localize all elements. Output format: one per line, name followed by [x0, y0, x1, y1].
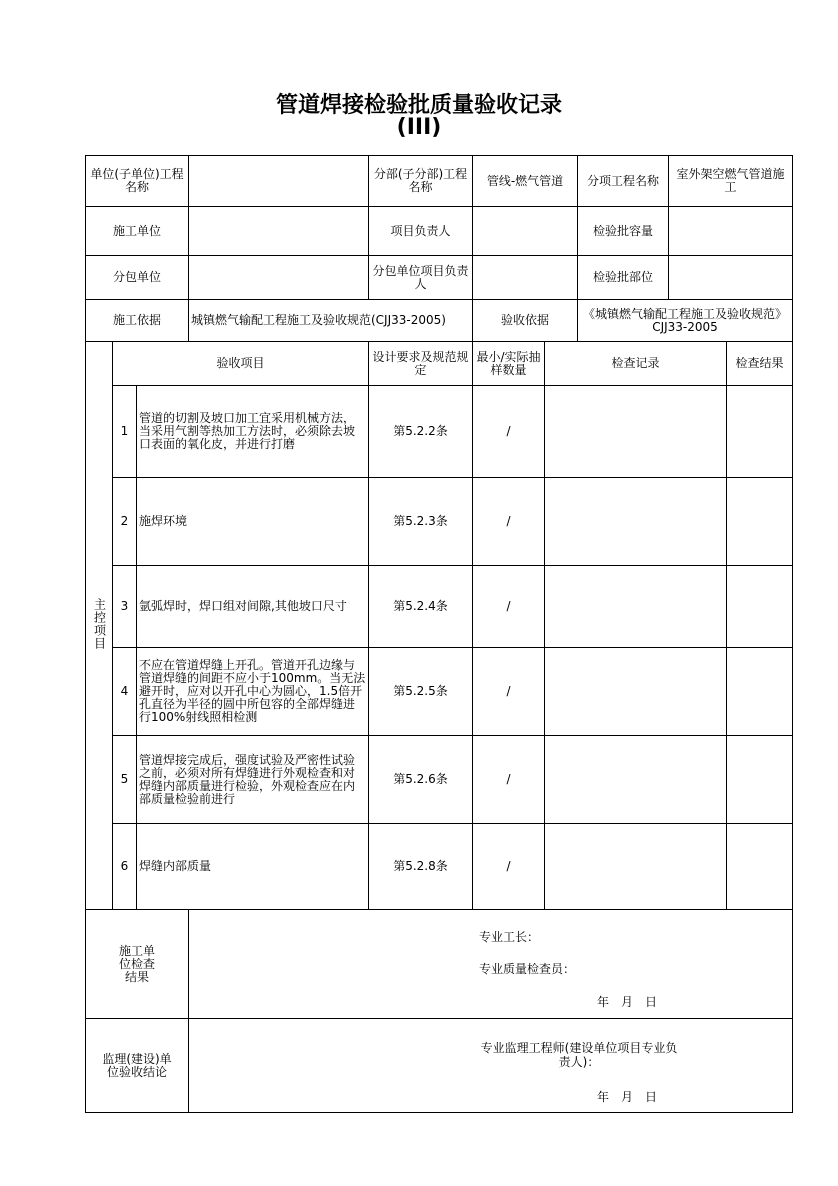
batch-capacity-value	[669, 207, 793, 256]
contractor-signature-area	[189, 910, 793, 1019]
item-record	[545, 824, 727, 910]
item-number: 3	[113, 566, 137, 648]
contractor-date: 年 月 日	[597, 995, 658, 1009]
item-number: 5	[113, 736, 137, 824]
batch-capacity-label: 检验批容量	[578, 207, 669, 256]
acceptance-basis-value: 《城镇燃气输配工程施工及验收规范》CJJ33-2005	[578, 300, 793, 342]
item-clause: 第5.2.5条	[369, 648, 473, 736]
item-clause: 第5.2.3条	[369, 478, 473, 566]
item-record	[545, 736, 727, 824]
subdivision-label: 分部(子分部)工程名称	[369, 156, 473, 207]
item-row	[86, 566, 793, 648]
subitem-value: 室外架空燃气管道施工	[669, 156, 793, 207]
quality-inspector-label: 专业质量检查员：	[479, 962, 576, 976]
item-row	[86, 648, 793, 736]
item-clause: 第5.2.2条	[369, 386, 473, 478]
item-row	[86, 386, 793, 478]
header-row-contractor	[86, 207, 793, 256]
item-result	[727, 478, 793, 566]
foreman-label: 专业工长：	[479, 930, 540, 944]
item-description: 焊缝内部质量	[137, 824, 369, 910]
item-clause: 第5.2.8条	[369, 824, 473, 910]
construction-basis-value: 城镇燃气输配工程施工及验收规范(CJJ33-2005)	[189, 300, 473, 342]
col-head-sample: 最小/实际抽样数量	[473, 342, 545, 386]
header-row-unit	[86, 156, 793, 207]
item-result	[727, 386, 793, 478]
item-result	[727, 648, 793, 736]
subcontractor-value	[189, 256, 369, 300]
item-result	[727, 824, 793, 910]
item-clause: 第5.2.4条	[369, 566, 473, 648]
item-sample: /	[473, 648, 545, 736]
item-clause: 第5.2.6条	[369, 736, 473, 824]
col-head-spec: 设计要求及规范规定	[369, 342, 473, 386]
subdivision-value: 管线-燃气管道	[473, 156, 578, 207]
supervisor-signature-area	[189, 1019, 793, 1113]
item-row	[86, 736, 793, 824]
item-result	[727, 736, 793, 824]
contractor-check-label: 施工单位检查结果	[86, 910, 189, 1019]
unit-value	[189, 156, 369, 207]
contractor-label: 施工单位	[86, 207, 189, 256]
project-manager-label: 项目负责人	[369, 207, 473, 256]
header-row-basis	[86, 300, 793, 342]
header-row-subcontractor	[86, 256, 793, 300]
subitem-label: 分项工程名称	[578, 156, 669, 207]
item-description: 不应在管道焊缝上开孔。管道开孔边缘与管道焊缝的间距不应小于100mm。当无法避开时，应对以开孔中心为圆心，1.5倍开孔直径为半径的圆中所包容的全部焊缝进行100%射线照相检测	[137, 648, 369, 736]
item-row	[86, 824, 793, 910]
item-sample: /	[473, 824, 545, 910]
project-manager-value	[473, 207, 578, 256]
main-control-section	[86, 342, 113, 910]
item-number: 1	[113, 386, 137, 478]
contractor-check-row	[86, 910, 793, 1019]
item-record	[545, 478, 727, 566]
supervisor-label: 监理(建设)单位验收结论	[86, 1019, 189, 1113]
item-sample: /	[473, 478, 545, 566]
sub-project-manager-value	[473, 256, 578, 300]
sub-project-manager-label: 分包单位项目负责人	[369, 256, 473, 300]
batch-location-label: 检验批部位	[578, 256, 669, 300]
contractor-value	[189, 207, 369, 256]
page-subtitle: (III)	[396, 115, 442, 140]
page-title: 管道焊接检验批质量验收记录	[275, 93, 562, 118]
item-record	[545, 386, 727, 478]
supervisor-row	[86, 1019, 793, 1113]
item-record	[545, 648, 727, 736]
section-label: 主控项目	[92, 598, 107, 650]
item-number: 6	[113, 824, 137, 910]
supervisor-date: 年 月 日	[597, 1090, 658, 1104]
col-head-record: 检查记录	[545, 342, 727, 386]
item-description: 氩弧焊时，焊口组对间隙,其他坡口尺寸	[137, 566, 369, 648]
supervising-engineer-label: 专业监理工程师(建设单位项目专业负责人)：	[480, 1041, 678, 1069]
item-sample: /	[473, 736, 545, 824]
col-head-item: 验收项目	[113, 342, 369, 386]
column-header-row	[86, 342, 793, 386]
item-sample: /	[473, 386, 545, 478]
item-description: 施焊环境	[137, 478, 369, 566]
item-number: 4	[113, 648, 137, 736]
item-row	[86, 478, 793, 566]
batch-location-value	[669, 256, 793, 300]
acceptance-record-table	[85, 155, 793, 1113]
item-number: 2	[113, 478, 137, 566]
col-head-result: 检查结果	[727, 342, 793, 386]
item-description: 管道焊接完成后，强度试验及严密性试验之前，必须对所有焊缝进行外观检查和对焊缝内部质量进行检验，外观检查应在内部质量检验前进行	[137, 736, 369, 824]
acceptance-basis-label: 验收依据	[473, 300, 578, 342]
item-description: 管道的切割及坡口加工宜采用机械方法，当采用气割等热加工方法时，必须除去坡口表面的氧化皮，并进行打磨	[137, 386, 369, 478]
unit-label: 单位(子单位)工程名称	[86, 156, 189, 207]
item-sample: /	[473, 566, 545, 648]
construction-basis-label: 施工依据	[86, 300, 189, 342]
item-record	[545, 566, 727, 648]
subcontractor-label: 分包单位	[86, 256, 189, 300]
item-result	[727, 566, 793, 648]
